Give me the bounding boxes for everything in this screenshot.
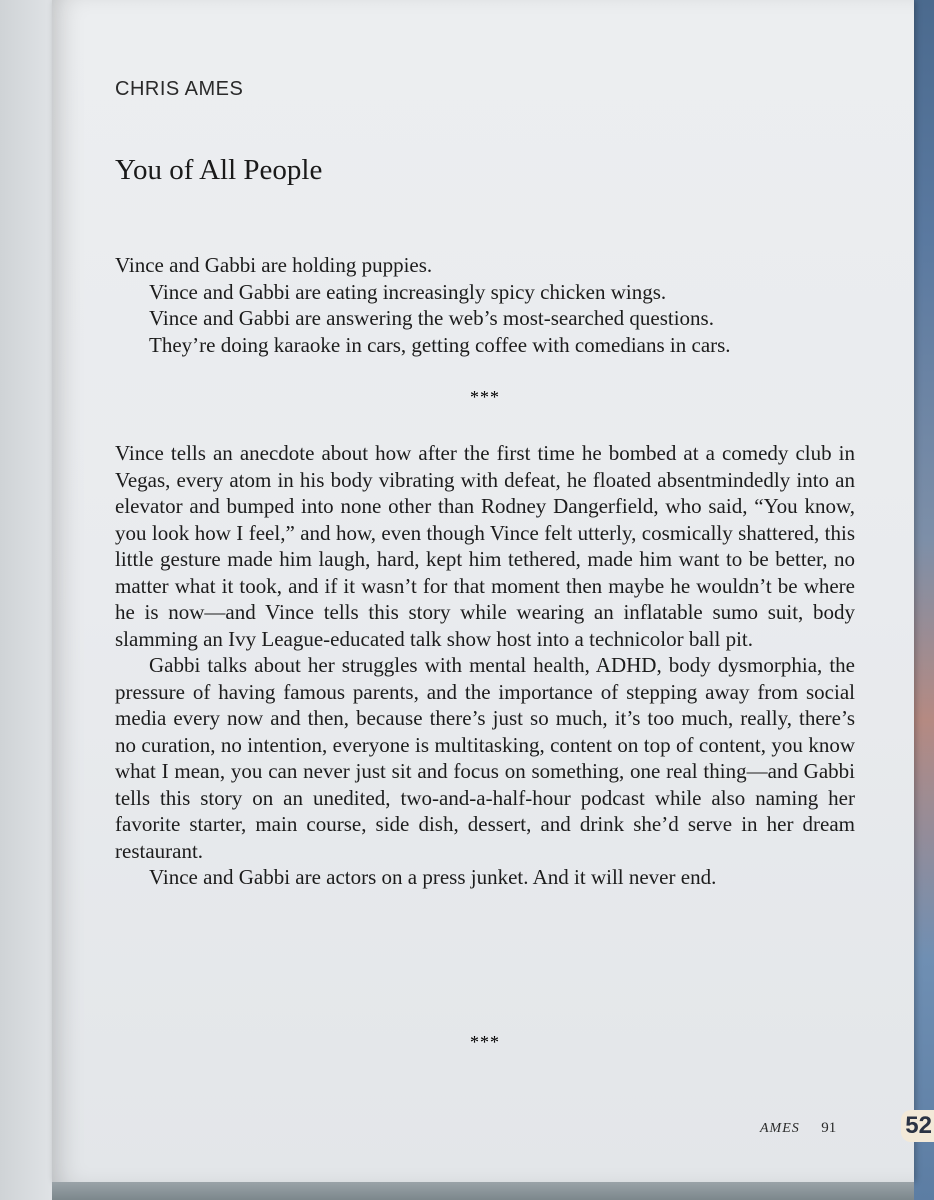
verse-line: Vince and Gabbi are answering the web’s most-searched questions. [149, 306, 714, 330]
body-text-block [115, 440, 855, 891]
page-footer [760, 1120, 836, 1137]
paragraph-gabbi: Gabbi talks about her struggles with mental health, ADHD, body dysmorphia, the pressure of having famous parents, and the importance of stepping away from social media every now and then, because there’s just so much, it’s too much, really, there’s no curation, no intention, everyone is multitasking, content on top of content, you know what I mean, you can never just sit and focus on something, one real thing—and Gabbi tells this story on an unedited, two-and-a-half-hour podcast while also naming her favorite starter, main course, side dish, dessert, and drink she’d serve in her dream restaurant. [115, 653, 855, 863]
running-header-author: CHRIS AMES [115, 78, 244, 100]
book-page [52, 0, 914, 1182]
verse-line: Vince and Gabbi are holding puppies. [115, 253, 433, 277]
paragraph-vince: Vince tells an anecdote about how after the first time he bombed at a comedy club in Vegas, every atom in his body vibrating with defeat, he floated absentmindedly into an elevator and bumped into none other than Rodney Dangerfield, who said, “You know, you look how I feel,” and how, even though Vince felt utterly, cosmically shattered, this little gesture made him laugh, hard, kept him tethered, made him want to be better, no matter what it took, and if it wasn’t for that moment then maybe he wouldn’t be where he is now—and Vince tells this story while wearing an inflatable sumo suit, body slamming an Ivy League-educated talk show host into a technicolor ball pit. [115, 441, 855, 651]
previous-page-edge [0, 0, 60, 1200]
page-bottom-shadow [52, 1182, 914, 1200]
page-number: 91 [821, 1120, 837, 1136]
opening-verse-block [115, 252, 855, 358]
section-separator: *** [470, 1032, 500, 1052]
cover-number-fragment: 52 [901, 1110, 934, 1142]
section-separator: *** [470, 387, 500, 407]
verse-line: Vince and Gabbi are eating increasingly spicy chicken wings. [149, 279, 667, 304]
verse-line: They’re doing karaoke in cars, getting coffee with comedians in cars. [149, 332, 731, 357]
story-title: You of All People [115, 154, 323, 186]
paragraph-junket: Vince and Gabbi are actors on a press junket. And it will never end. [149, 865, 717, 889]
footer-author: AMES [760, 1121, 800, 1136]
